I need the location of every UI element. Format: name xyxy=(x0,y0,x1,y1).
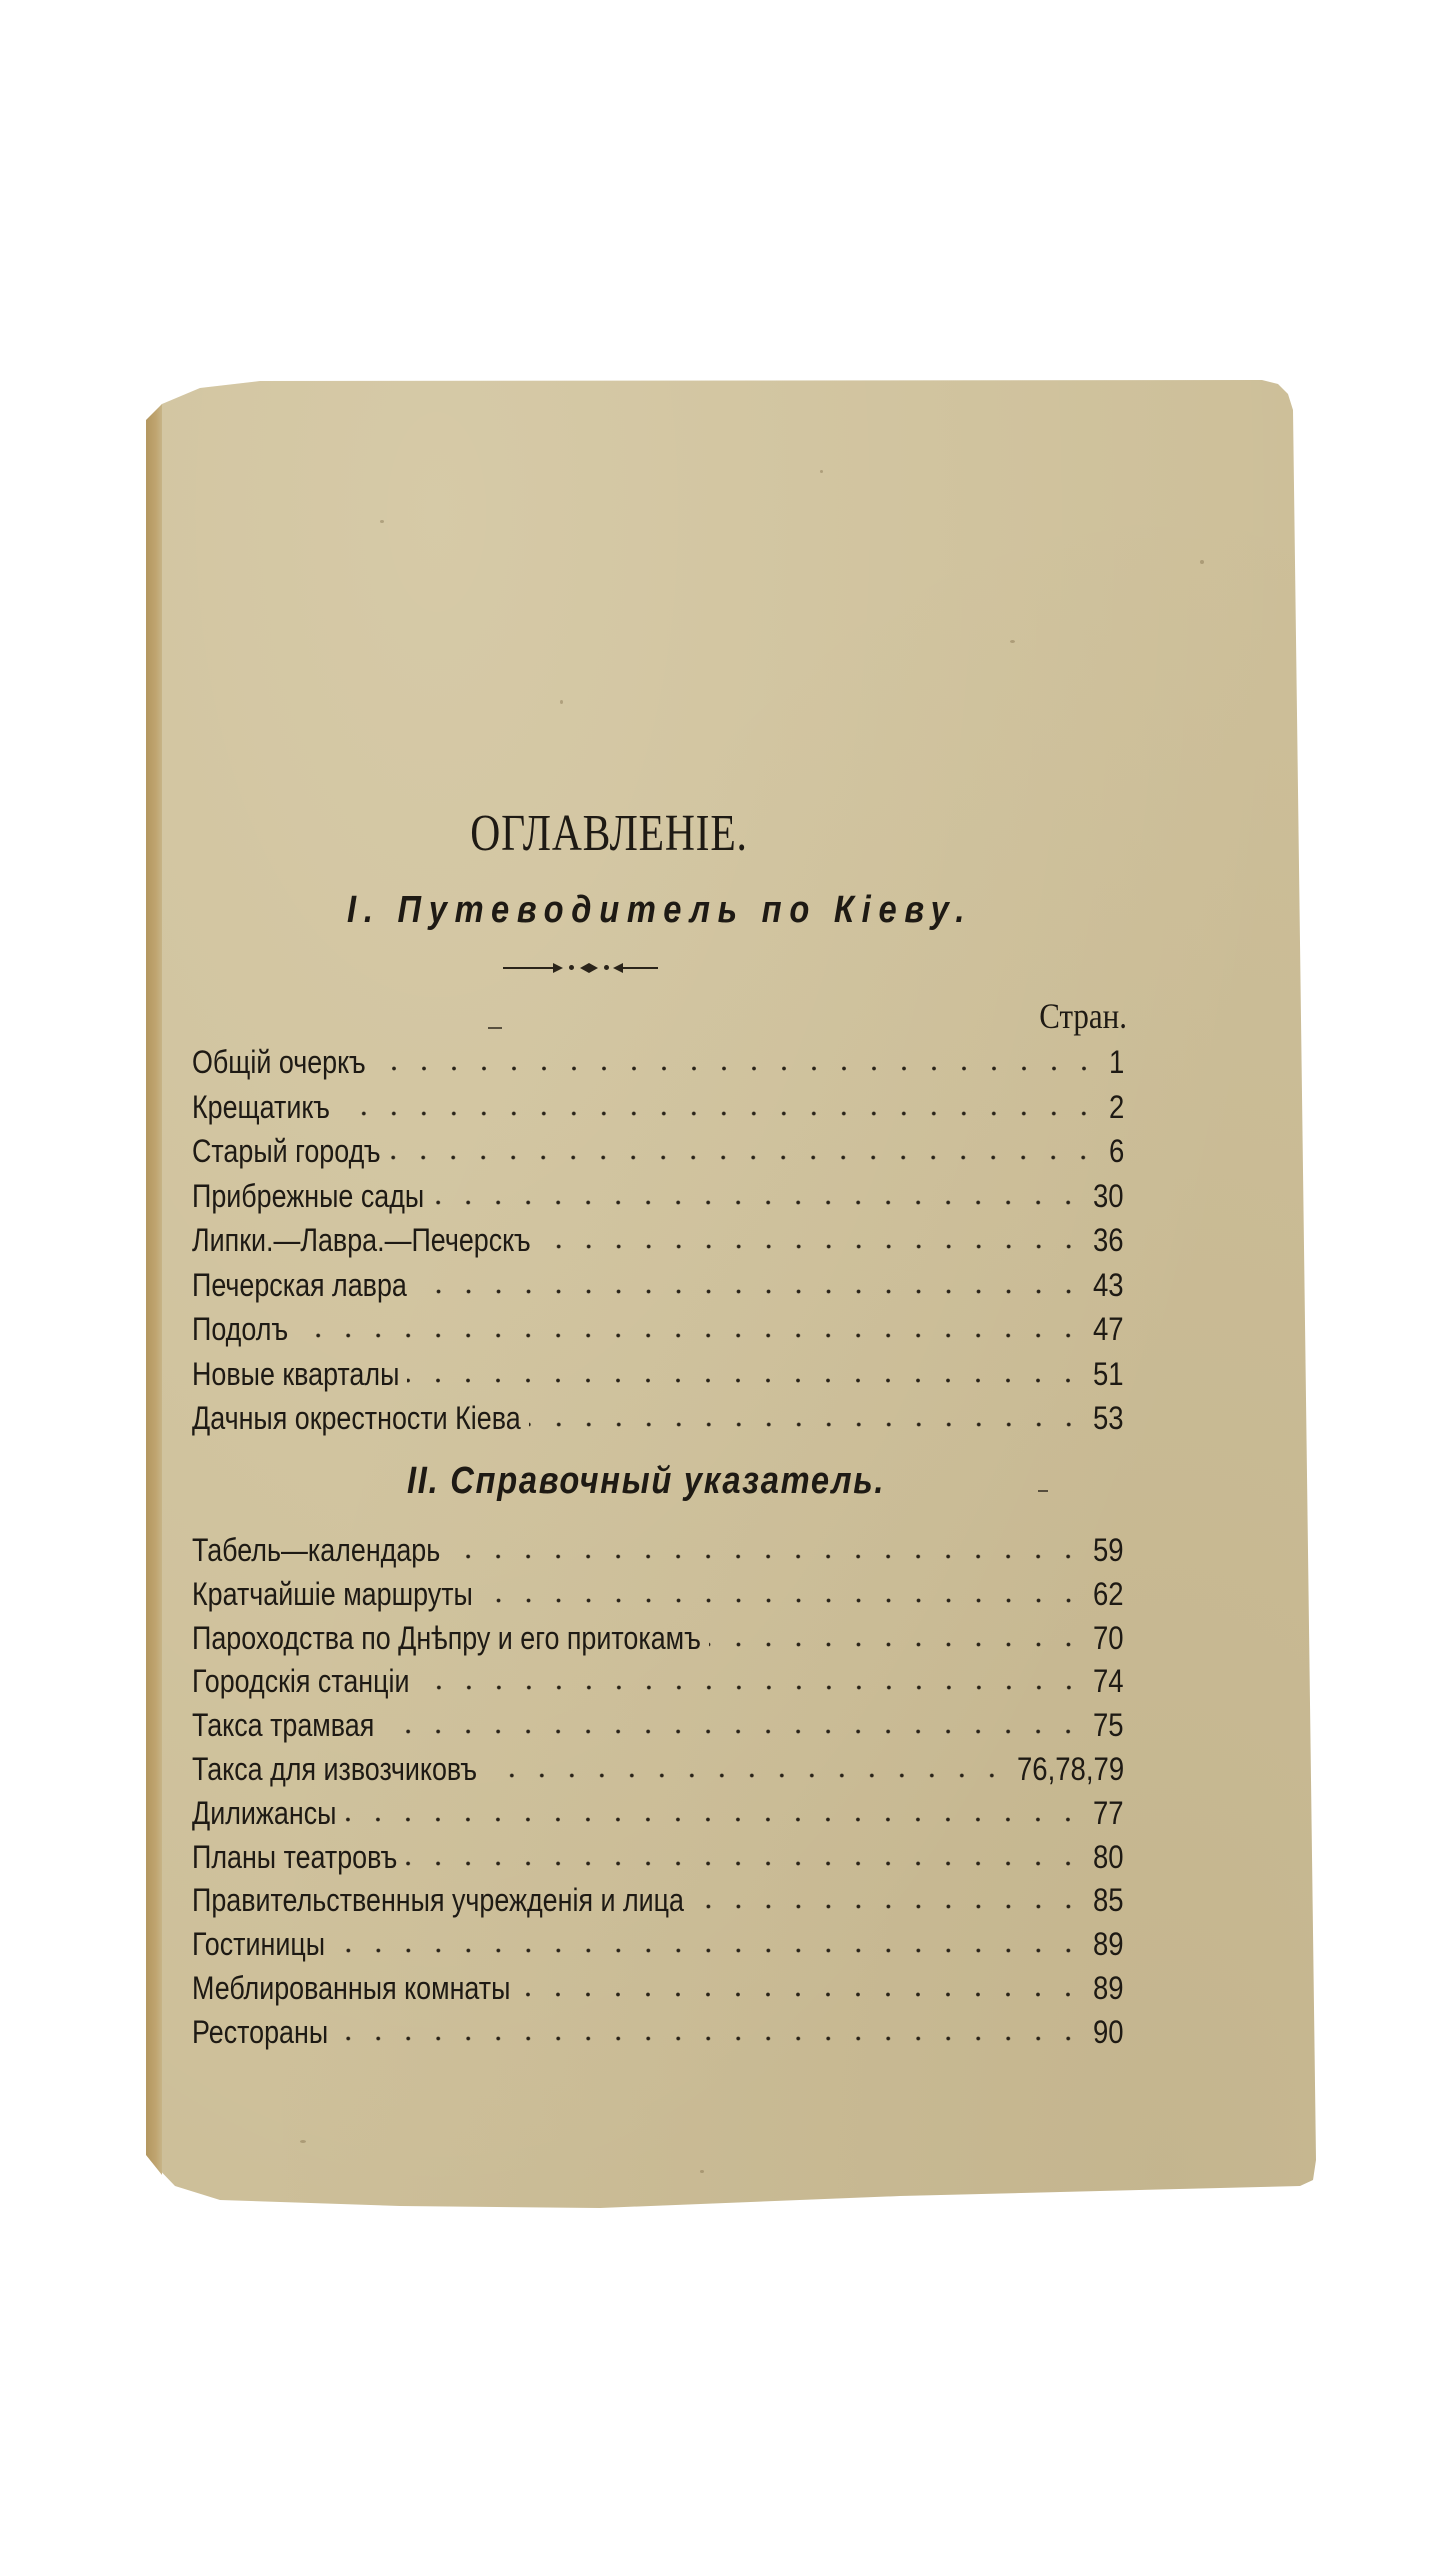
toc-entry xyxy=(192,1524,1124,1568)
stray-mark xyxy=(1038,1490,1048,1492)
toc-entry-title: Городскія станціи xyxy=(192,1663,410,1700)
toc-entry-title: Рестораны xyxy=(192,2013,329,2050)
toc-entry-page-number: 80 xyxy=(1093,1838,1125,1875)
section-heading-guide: I. Путеводитель по Кіеву. xyxy=(347,889,973,931)
dot-leader xyxy=(481,1598,1084,1603)
toc-entry xyxy=(192,1392,1124,1436)
toc-entry-page-number: 6 xyxy=(1108,1133,1125,1169)
dot-leader xyxy=(518,1992,1083,1997)
toc-entry-title: Дачныя окрестности Кіева xyxy=(192,1400,521,1436)
book-spine-edge xyxy=(146,400,162,2175)
dot-leader xyxy=(388,1155,1098,1160)
toc-entry-title: Общій очеркъ xyxy=(192,1044,366,1080)
toc-entry-title: Такса для извозчиковъ xyxy=(192,1751,478,1787)
dot-leader xyxy=(529,1422,1084,1427)
toc-entry-page-number: 47 xyxy=(1093,1311,1125,1347)
dot-leader xyxy=(415,1289,1084,1294)
toc-entry-title: Кратчайшіе маршруты xyxy=(192,1575,473,1612)
toc-entry xyxy=(192,1081,1124,1125)
toc-entry-page-number: 2 xyxy=(1108,1088,1125,1125)
toc-entry xyxy=(192,1348,1124,1392)
toc-entry-page-number: 74 xyxy=(1093,1663,1125,1700)
toc-entry-page-number: 89 xyxy=(1093,1926,1125,1963)
toc-entry-page-number: 85 xyxy=(1093,1882,1125,1919)
paper-speck xyxy=(300,2140,306,2143)
toc-entry-title: Гостиницы xyxy=(192,1926,326,1963)
page-title: ОГЛАВЛЕНІЕ. xyxy=(470,805,748,862)
dot-leader xyxy=(418,1685,1084,1690)
paper-speck xyxy=(820,470,823,473)
toc-entry-page-number: 43 xyxy=(1093,1266,1125,1303)
toc-entry-title: Правительственныя учрежденія и лица xyxy=(192,1882,685,1919)
dot-leader xyxy=(336,2036,1083,2041)
toc-entry xyxy=(192,1874,1124,1918)
toc-entry-title: Новые кварталы xyxy=(192,1355,400,1392)
toc-entry-title: Прибрежные сады xyxy=(192,1177,425,1214)
toc-entry xyxy=(192,1303,1124,1347)
toc-entry-page-number: 75 xyxy=(1093,1707,1125,1744)
toc-entry xyxy=(192,1170,1124,1214)
dot-leader xyxy=(432,1200,1083,1205)
dot-leader xyxy=(405,1861,1083,1866)
toc-entry xyxy=(192,1655,1124,1699)
dot-leader xyxy=(344,1817,1083,1822)
toc-entry-title: Табель—календарь xyxy=(192,1532,441,1568)
toc-entry-page-number: 89 xyxy=(1093,1970,1125,2006)
toc-entry-page-number: 30 xyxy=(1093,1177,1125,1214)
toc-entry-page-number: 76,78,79 xyxy=(1016,1751,1125,1787)
toc-entry-title: Такса трамвая xyxy=(192,1707,375,1744)
toc-entry xyxy=(192,1125,1124,1169)
dot-leader xyxy=(709,1642,1083,1647)
toc-entry xyxy=(192,1699,1124,1743)
toc-entry-title: Печерская лавра xyxy=(192,1266,407,1303)
dot-leader xyxy=(692,1904,1083,1909)
toc-entry-page-number: 70 xyxy=(1093,1619,1125,1656)
toc-entry-page-number: 59 xyxy=(1093,1532,1125,1568)
toc-entry-page-number: 51 xyxy=(1093,1355,1125,1392)
paper-speck xyxy=(1010,640,1015,643)
toc-entry xyxy=(192,1831,1124,1875)
stray-mark xyxy=(488,1027,502,1029)
toc-entry-title: Пароходства по Днѣпру и его притокамъ xyxy=(192,1619,701,1656)
section-heading-reference: II. Справочный указатель. xyxy=(407,1460,886,1502)
dot-leader xyxy=(448,1554,1083,1559)
paper-speck xyxy=(380,520,384,523)
paper-speck xyxy=(560,700,563,704)
toc-entry-page-number: 1 xyxy=(1108,1044,1125,1080)
toc-entry-page-number: 53 xyxy=(1093,1400,1125,1436)
toc-entry-page-number: 36 xyxy=(1093,1222,1125,1258)
dot-leader xyxy=(539,1244,1084,1249)
toc-entry xyxy=(192,1787,1124,1831)
dot-leader xyxy=(296,1333,1083,1338)
toc-entry xyxy=(192,1962,1124,2006)
dot-leader xyxy=(382,1729,1083,1734)
toc-entry-page-number: 77 xyxy=(1093,1794,1125,1831)
dot-leader xyxy=(333,1948,1083,1953)
toc-entry xyxy=(192,1214,1124,1258)
toc-entry-title: Крещатикъ xyxy=(192,1088,330,1125)
page-column-header: Стран. xyxy=(1039,996,1127,1036)
toc-entry xyxy=(192,1259,1124,1303)
toc-entry-title: Планы театровъ xyxy=(192,1838,398,1875)
toc-entry xyxy=(192,1036,1124,1080)
dot-leader xyxy=(407,1378,1083,1383)
toc-entry-title: Дилижансы xyxy=(192,1794,337,1831)
toc-entry xyxy=(192,1568,1124,1612)
toc-entry xyxy=(192,1612,1124,1656)
toc-entry-title: Меблированныя комнаты xyxy=(192,1970,511,2006)
dot-leader xyxy=(485,1773,1007,1778)
ornament-divider xyxy=(503,961,658,975)
toc-entry xyxy=(192,1743,1124,1787)
toc-entry-page-number: 62 xyxy=(1093,1575,1125,1612)
dot-leader xyxy=(338,1111,1099,1116)
toc-entry xyxy=(192,2006,1124,2050)
paper-speck xyxy=(700,2170,704,2173)
toc-entry-page-number: 90 xyxy=(1093,2013,1125,2050)
toc-entry-title: Подолъ xyxy=(192,1311,289,1347)
toc-entry xyxy=(192,1918,1124,1962)
toc-entry-title: Старый городъ xyxy=(192,1133,381,1169)
toc-entry-title: Липки.—Лавра.—Печерскъ xyxy=(192,1222,531,1258)
dot-leader xyxy=(374,1066,1099,1071)
paper-speck xyxy=(1200,560,1204,564)
